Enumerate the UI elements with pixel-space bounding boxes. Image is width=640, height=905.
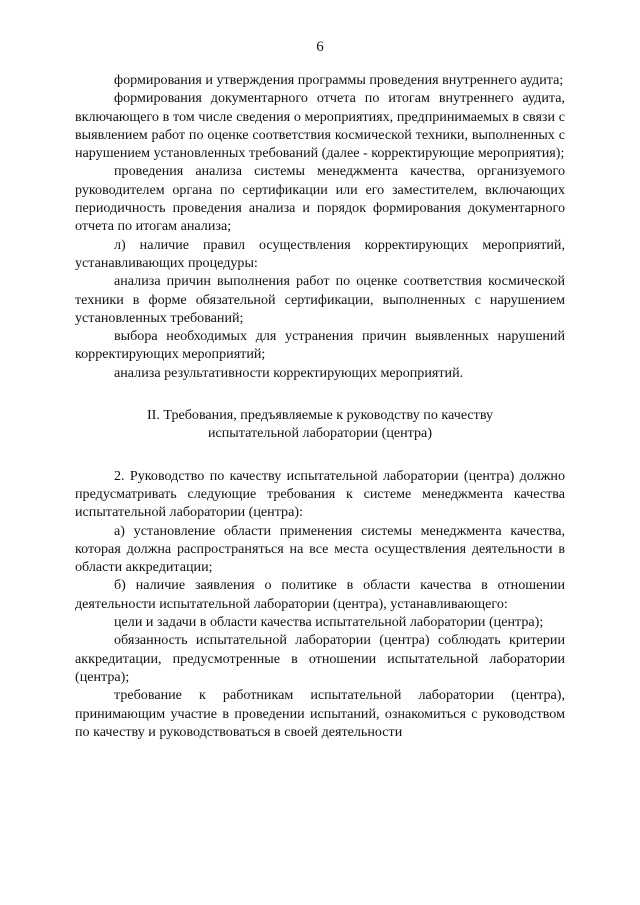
paragraph: обязанность испытательной лаборатории (центра) соблюдать критерии аккредитации, предусмотренные в отношении испытательной лаборатории (центра); (75, 632, 565, 685)
paragraph: выбора необходимых для устранения причин выявленных нарушений корректирующих мероприятий; (75, 328, 565, 363)
section-heading-line: II. Требования, предъявляемые к руководству по качеству (146, 407, 494, 424)
section-heading-line: испытательной лаборатории (центра) (207, 425, 433, 442)
page-number: 6 (316, 39, 324, 55)
paragraph: проведения анализа системы менеджмента качества, организуемого руководителем органа по сертификации или его заместителем, включающих периодичность проведения анализа и порядок формирования документарного отчета по итогам анализа; (75, 163, 565, 235)
paragraph: требование к работникам испытательной лаборатории (центра), принимающим участие в проведении испытаний, ознакомиться с руководством по качеству и руководствоваться в своей деятельности (75, 687, 565, 740)
paragraph: б) наличие заявления о политике в области качества в отношении деятельности испытательной лаборатории (центра), устанавливающего: (75, 577, 565, 612)
paragraph: формирования и утверждения программы проведения внутреннего аудита; (114, 72, 564, 88)
paragraph: анализа причин выполнения работ по оценке соответствия космической техники в форме обязательной сертификации, выполненных с нарушением установленных требований; (75, 273, 565, 326)
section-heading (75, 406, 565, 443)
document-body (75, 71, 565, 741)
paragraph: цели и задачи в области качества испытательной лаборатории (центра); (114, 614, 544, 631)
paragraph: а) установление области применения системы менеджмента качества, которая должна распространяться на все места осуществления деятельности в области аккредитации; (75, 522, 565, 576)
paragraph: формирования документарного отчета по итогам внутреннего аудита, включающего в том числе сведения о мероприятиях, предпринимаемых в связи с выявлением работ по оценке соответствия космической техники, выполненных с нарушением установленных требований (далее - корректирующие мероприятия); (75, 90, 565, 162)
paragraph: л) наличие правил осуществления корректирующих мероприятий, устанавливающих процедуры: (75, 236, 565, 271)
paragraph: 2. Руководство по качеству испытательной лаборатории (центра) должно предусматривать следующие требования к системе менеджмента качества испытательной лаборатории (центра): (75, 467, 565, 521)
paragraph: анализа результативности корректирующих мероприятий. (114, 364, 464, 381)
